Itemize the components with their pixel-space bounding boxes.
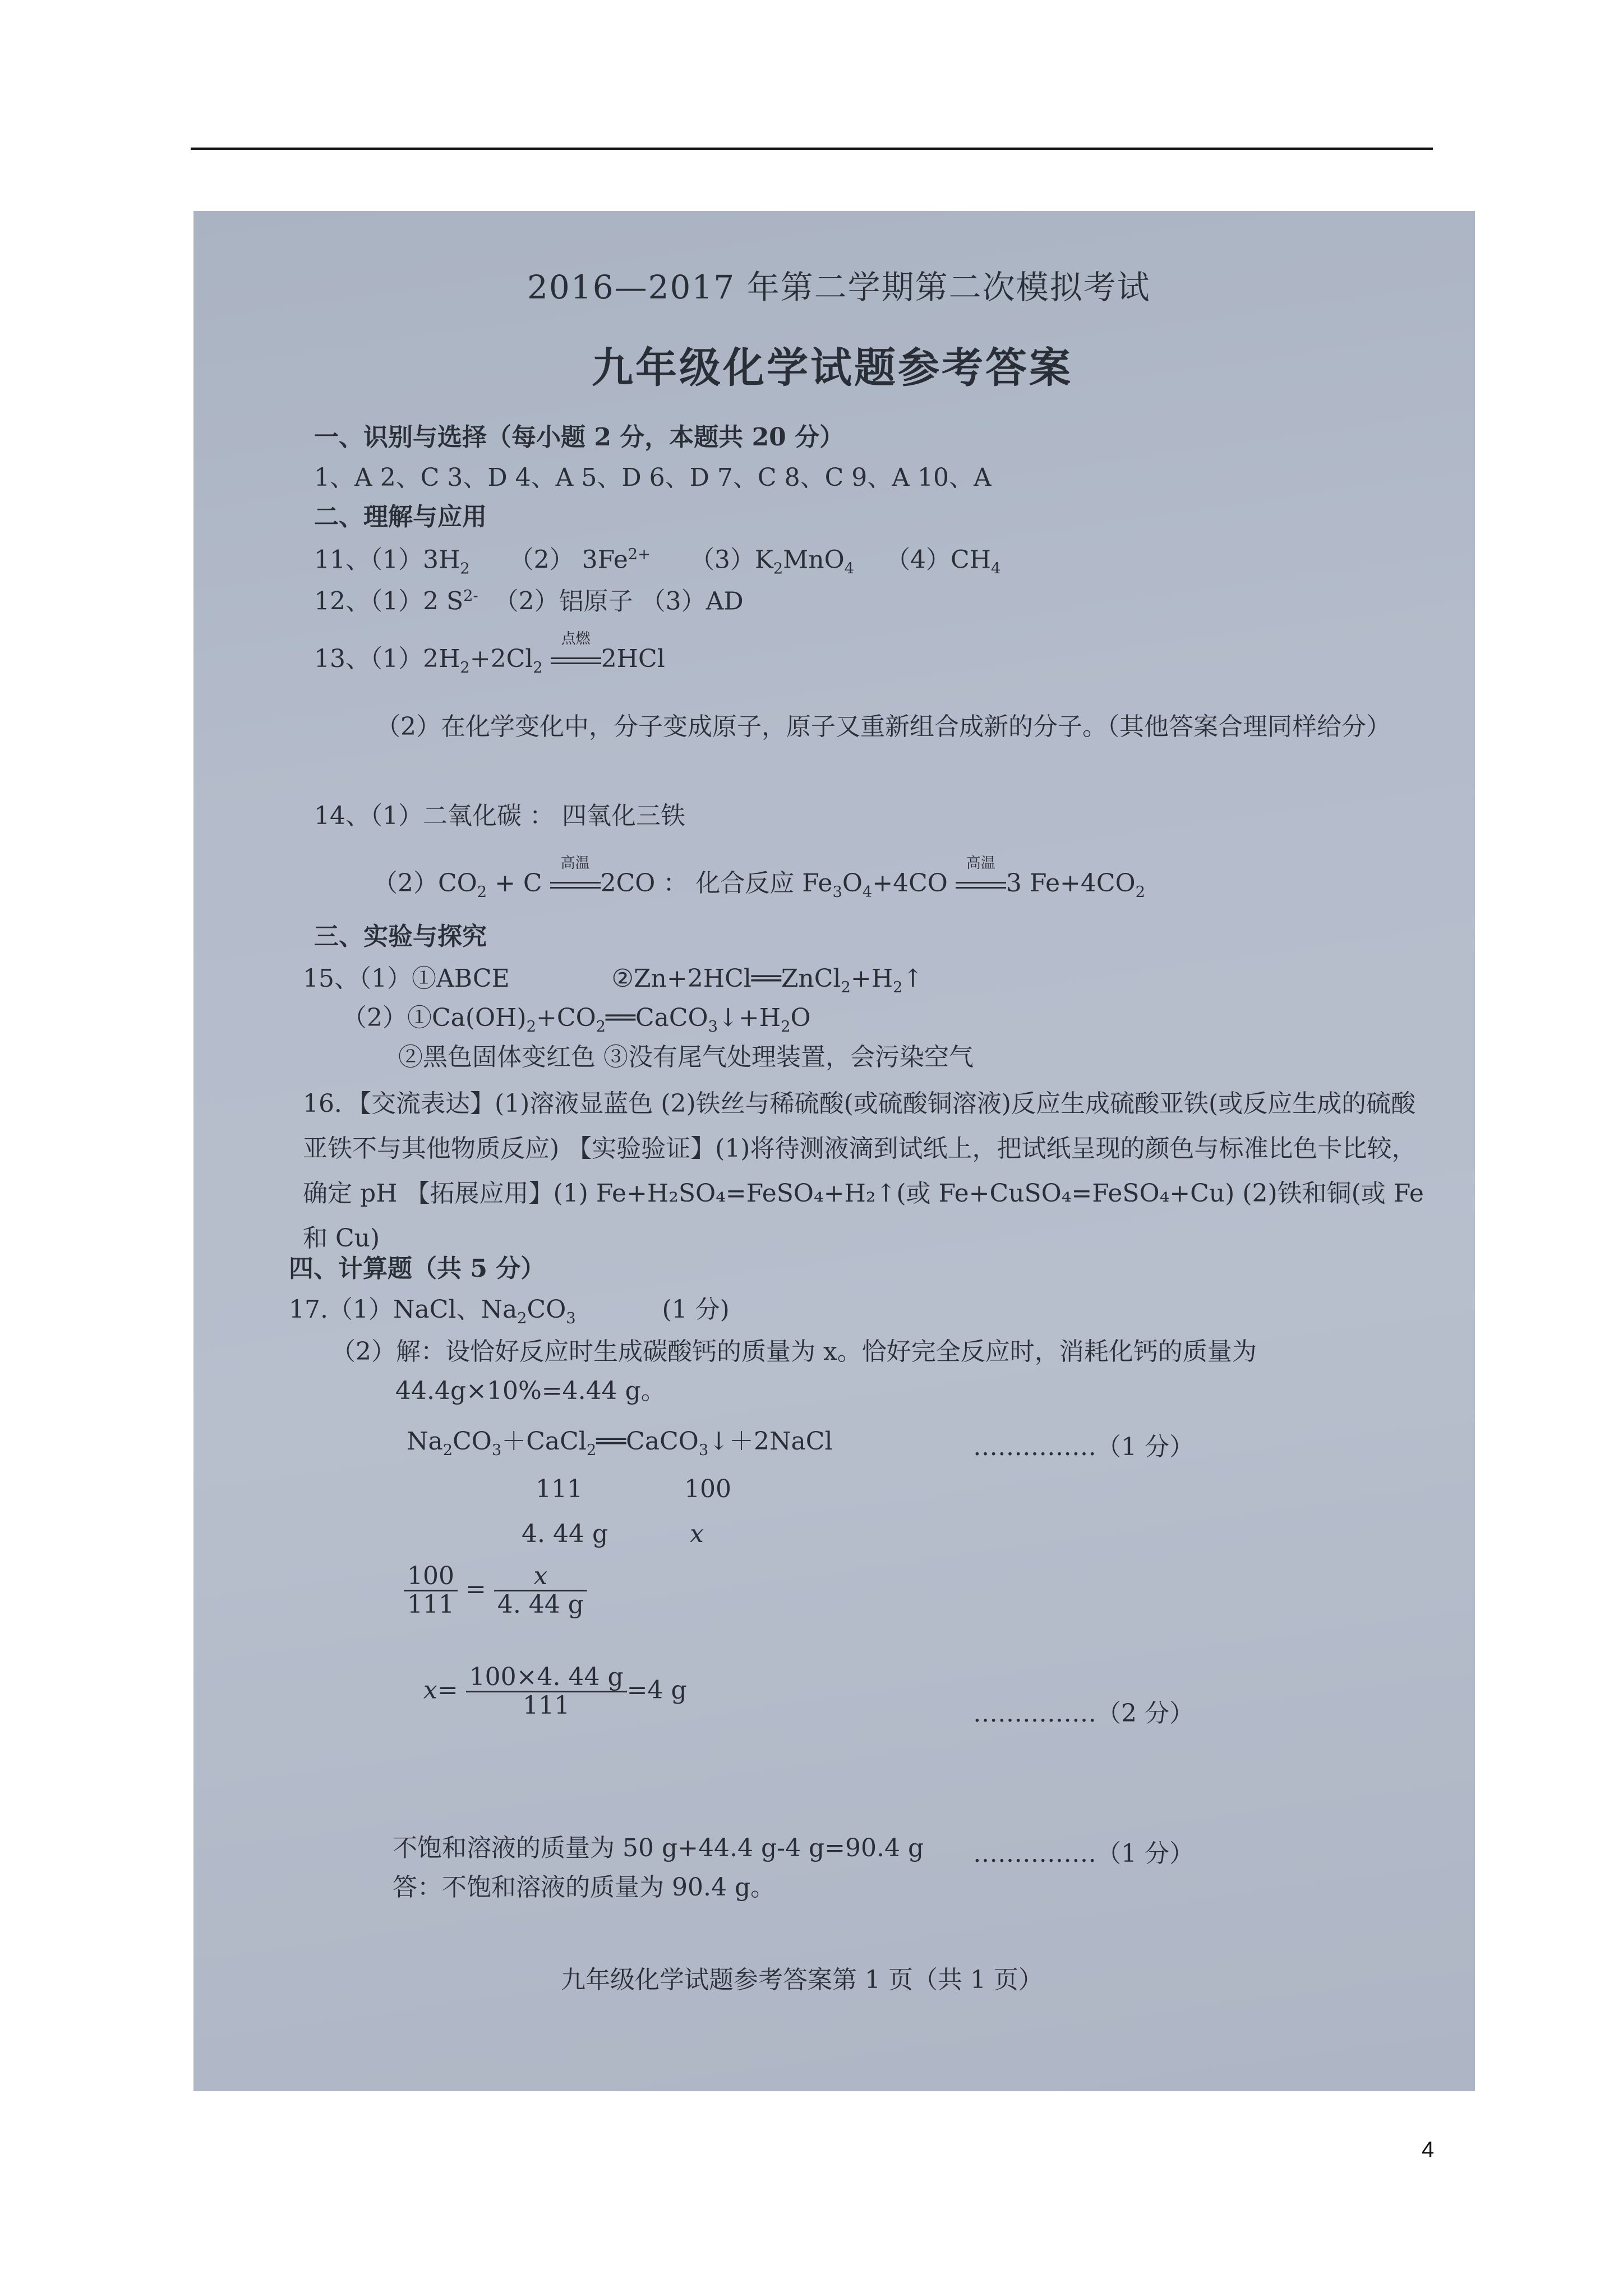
- answer-17-2-line1: （2）解：设恰好反应时生成碳酸钙的质量为 x。恰好完全反应时，消耗化钙的质量为: [331, 1337, 1257, 1366]
- page-footer: 九年级化学试题参考答案第 1 页（共 1 页）: [561, 1966, 1043, 1994]
- points-2: ……………（2 分）: [973, 1699, 1194, 1728]
- reaction-arrow: 高温: [956, 870, 1006, 897]
- section-1-heading: 一、识别与选择（每小题 2 分，本题共 20 分）: [314, 423, 845, 452]
- reaction-equation: $Na_2CO_3+CaCl_2══CaCO_3↓+2NaCl$: [407, 1427, 833, 1459]
- mass-4-44: 4. 44 g: [522, 1520, 608, 1548]
- answer-16: 16．【交流表达】(1)溶液显蓝色 (2)铁丝与稀硫酸(或硫酸铜溶液)反应生成硫酸亚铁(或反应生成的硫酸亚铁不与其他物质反应) 【实验验证】(1)将待测液滴到试纸上，把试纸呈现的颜色与标准比色卡比较，确定 pH 【拓展应用】(1) Fe+H₂SO₄=FeSO₄+H₂↑(或 Fe+CuSO₄=FeSO₄+Cu) (2)铁和铜(或 Fe 和 Cu): [303, 1089, 1424, 1253]
- document-photo: [193, 211, 1475, 2091]
- answer-14-2: $(2)CO_2 + C$ 高温 2CO ： 化合反应 $Fe_3O_4+4CO$ 高温 3 $Fe+4CO_2$: [373, 855, 1145, 901]
- molar-mass-111: 111: [536, 1475, 583, 1503]
- answer-13-2: （2）在化学变化中，分子变成原子，原子又重新组合成新的分子。（其他答案合理同样给分）: [376, 712, 1391, 741]
- exam-title: 2016—2017 年第二学期第二次模拟考试: [527, 268, 1151, 306]
- reaction-arrow: 点燃: [551, 646, 601, 673]
- answer-12: 12、（1）2 $S^{2-}$ （2）铝原子 （3）AD: [314, 587, 744, 616]
- proportion: $\frac{100}{111}$ = $\frac{x}{4. 44 g}$: [404, 1563, 587, 1619]
- answer-15-3: ②黑色固体变红色 ③没有尾气处理装置，会污染空气: [398, 1043, 974, 1071]
- section-3-heading: 三、实验与探究: [314, 922, 487, 951]
- answer-key-title: 九年级化学试题参考答案: [592, 344, 1073, 392]
- points-1: ……………（1 分）: [973, 1433, 1194, 1461]
- answer-13-1: 13、$(1)2H_2+2Cl_2$ 点燃 2HCl: [314, 631, 665, 677]
- points-3: ……………（1 分）: [973, 1839, 1194, 1868]
- reaction-arrow: 高温: [550, 870, 601, 897]
- solution-mass: 不饱和溶液的质量为 50 g+44.4 g-4 g=90.4 g: [393, 1834, 924, 1862]
- molar-mass-100: 100: [684, 1475, 731, 1503]
- answer-17-1: 17.（1）NaCl、$Na_2CO_3$ (1 分): [289, 1295, 730, 1327]
- solve-x: x= $\frac{100\times 4. 44 g}{111}$ =4 g: [423, 1663, 687, 1720]
- answer-15-2: $(2)①Ca(OH)_2+CO_2══CaCO_3↓+H_2O$: [342, 1004, 811, 1036]
- answer-15-1: 15、（1）①ABCE $②Zn+2HCl══ZnCl_2+H_2↑$: [303, 964, 924, 996]
- answer-11: 11、$(1)3H_2$ （2） $3Fe^{2+}$ $(3)K_2MnO_4$ $(4)CH_4$: [314, 545, 1001, 578]
- answers-1-10: 1、A 2、C 3、D 4、A 5、D 6、D 7、C 8、C 9、A 10、A: [314, 463, 992, 492]
- answer-17-2-line2: 44.4g×10%=4.44 g。: [395, 1377, 666, 1405]
- mass-x: x: [690, 1520, 704, 1548]
- answer-14-1: 14、（1）二氧化碳 ： 四氧化三铁: [314, 802, 685, 830]
- header-rule: [191, 148, 1433, 150]
- section-2-heading: 二、理解与应用: [314, 503, 487, 531]
- final-answer: 答：不饱和溶液的质量为 90.4 g。: [393, 1873, 776, 1902]
- section-4-heading: 四、计算题（共 5 分）: [289, 1254, 546, 1283]
- page-number: 4: [1422, 2137, 1435, 2162]
